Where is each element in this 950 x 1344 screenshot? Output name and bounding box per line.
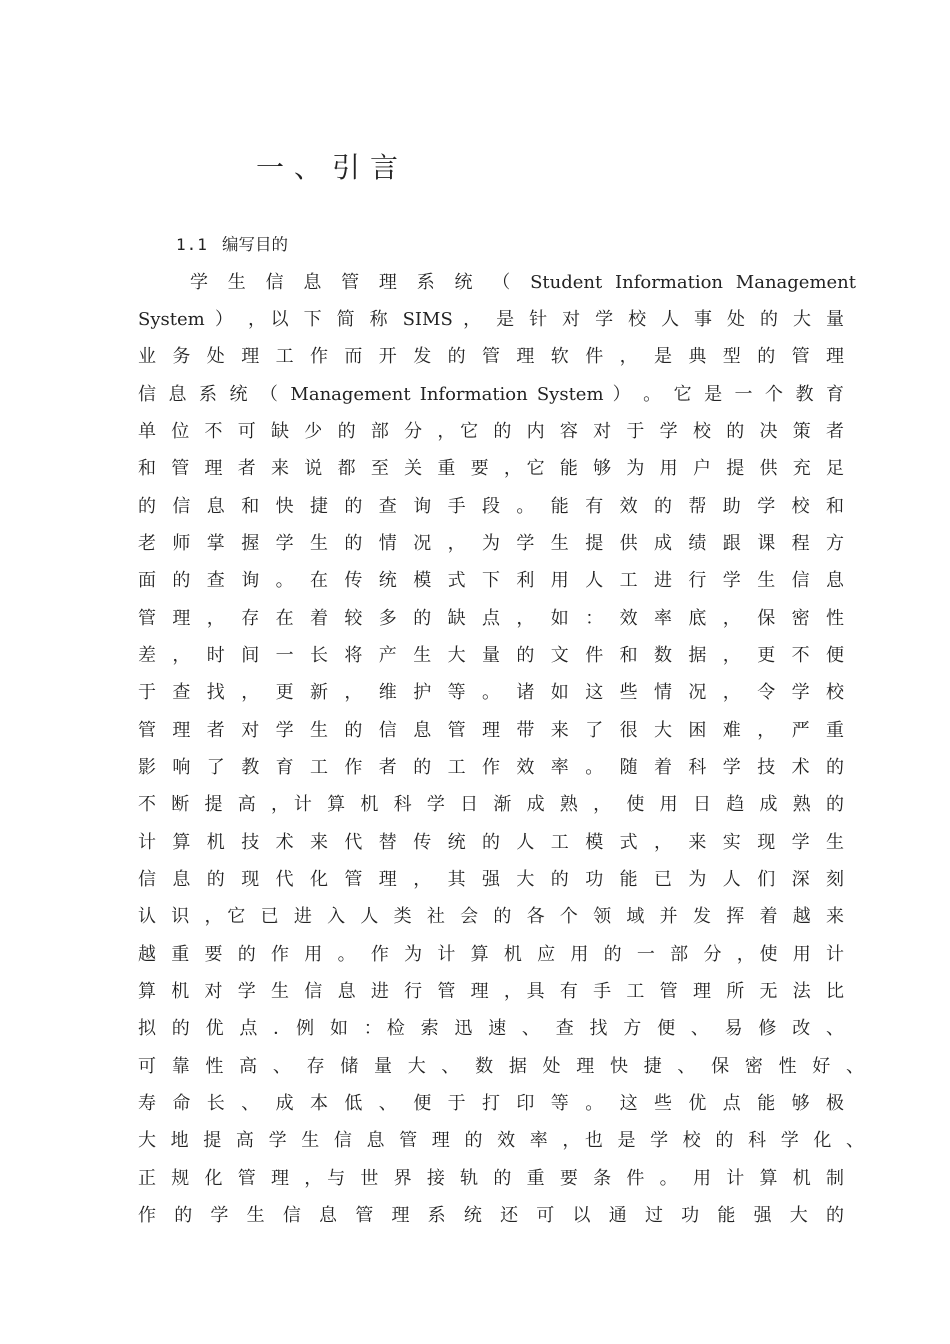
paragraph-line: 和 管 理 者 来 说 都 至 关 重 要 ，它 能 够 为 用 户 提 供 充 足 <box>138 458 844 479</box>
chapter-title: 一、引言 <box>256 151 409 184</box>
paragraph-line: 影 响 了 教 育 工 作 者 的 工 作 效 率 。 随 着 科 学 技 术 的 <box>138 757 844 778</box>
paragraph-line: 面 的 查 询 。 在 传 统 模 式 下 利 用 人 工 进 行 学 生 信 息 <box>138 570 844 591</box>
paragraph-line: 老 师 掌 握 学 生 的 情 况 ， 为 学 生 提 供 成 绩 跟 课 程 方 <box>138 533 844 554</box>
section-title: 编写目的 <box>222 235 288 254</box>
paragraph-line: 学 生 信 息 管 理 系 统 （ Student Information Management <box>190 272 856 293</box>
paragraph-line: 认 识 ，它 已 进 入 人 类 社 会 的 各 个 领 域 并 发 挥 着 越 来 <box>138 906 844 927</box>
paragraph-line: 越 重 要 的 作 用 。 作 为 计 算 机 应 用 的 一 部 分 ，使 用 计 <box>138 944 844 965</box>
paragraph-line: 单 位 不 可 缺 少 的 部 分 ，它 的 内 容 对 于 学 校 的 决 策 者 <box>138 421 844 442</box>
paragraph-line: System ） ，以 下 简 称 SIMS ， 是 针 对 学 校 人 事 处 的 大 量 <box>138 309 844 330</box>
paragraph-line: 管 理 者 对 学 生 的 信 息 管 理 带 来 了 很 大 困 难 ， 严 重 <box>138 720 844 741</box>
paragraph-line: 管 理 ， 存 在 着 较 多 的 缺 点 ， 如 ： 效 率 底 ， 保 密 性 <box>138 608 844 629</box>
paragraph-line: 差 ， 时 间 一 长 将 产 生 大 量 的 文 件 和 数 据 ， 更 不 便 <box>138 645 844 666</box>
paragraph-line: 拟 的 优 点 ．例 如 ：检 索 迅 速 、 查 找 方 便 、 易 修 改 、 <box>138 1018 844 1039</box>
paragraph-line: 信 息 系 统 （ Management Information System ） 。 它 是 一 个 教 育 <box>138 384 844 405</box>
paragraph-line: 于 查 找 ， 更 新 ， 维 护 等 。 诸 如 这 些 情 况 ， 令 学 校 <box>138 682 844 703</box>
paragraph-line: 寿 命 长 、 成 本 低 、 便 于 打 印 等 。 这 些 优 点 能 够 极 <box>138 1093 844 1114</box>
paragraph-line: 作 的 学 生 信 息 管 理 系 统 还 可 以 通 过 功 能 强 大 的 <box>138 1205 844 1226</box>
paragraph-line: 可 靠 性 高 、 存 储 量 大 、 数 据 处 理 快 捷 、 保 密 性 好 、 <box>138 1056 864 1077</box>
section-number: 1.1 <box>176 235 208 254</box>
paragraph-line: 的 信 息 和 快 捷 的 查 询 手 段 。 能 有 效 的 帮 助 学 校 和 <box>138 496 844 517</box>
paragraph-line: 正 规 化 管 理 ，与 世 界 接 轨 的 重 要 条 件 。 用 计 算 机 制 <box>138 1168 844 1189</box>
paragraph-line: 计 算 机 技 术 来 代 替 传 统 的 人 工 模 式 ， 来 实 现 学 生 <box>138 832 844 853</box>
paragraph-line: 不 断 提 高 ，计 算 机 科 学 日 渐 成 熟 ， 使 用 日 趋 成 熟 的 <box>138 794 844 815</box>
paragraph-line: 大 地 提 高 学 生 信 息 管 理 的 效 率 ，也 是 学 校 的 科 学 化 、 <box>138 1130 864 1151</box>
paragraph-line: 算 机 对 学 生 信 息 进 行 管 理 ，具 有 手 工 管 理 所 无 法 比 <box>138 981 844 1002</box>
paragraph-line: 业 务 处 理 工 作 而 开 发 的 管 理 软 件 ， 是 典 型 的 管 理 <box>138 346 844 367</box>
paragraph-line: 信 息 的 现 代 化 管 理 ， 其 强 大 的 功 能 已 为 人 们 深 刻 <box>138 869 844 890</box>
